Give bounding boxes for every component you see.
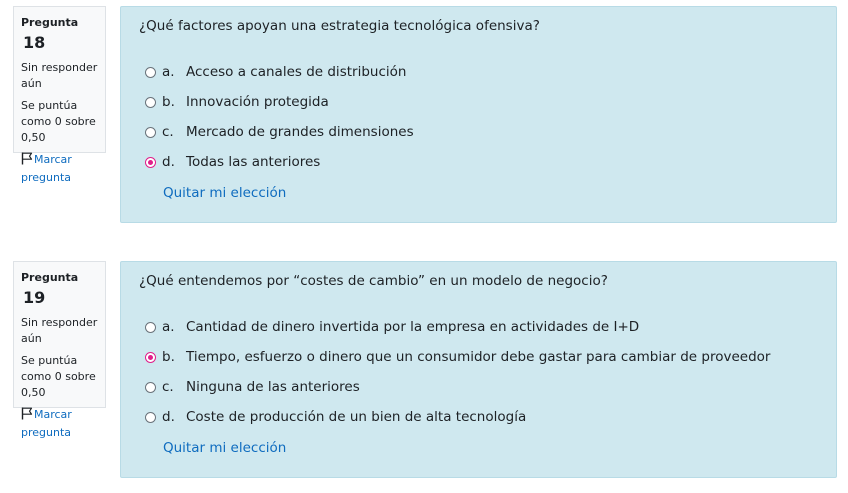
answer-letter: b. (162, 349, 175, 365)
flag-label: Marcar pregunta (21, 408, 72, 439)
radio-icon[interactable] (145, 127, 156, 138)
flag-icon (21, 407, 33, 425)
question-title (21, 268, 98, 310)
flag-question-link[interactable] (21, 407, 98, 441)
answer-letter: a. (162, 319, 175, 335)
question-text: ¿Qué entendemos por “costes de cambio” en un modelo de negocio? (139, 273, 608, 289)
answer-letter: b. (162, 94, 175, 110)
answer-text: Coste de producción de un bien de alta tecnología (186, 409, 527, 425)
question-info (13, 261, 106, 439)
question-content (120, 261, 837, 478)
radio-icon[interactable] (145, 382, 156, 393)
answer-letter: a. (162, 64, 175, 80)
answer-letter: d. (162, 409, 175, 425)
radio-icon[interactable] (145, 322, 156, 333)
answer-letter: c. (162, 124, 174, 140)
question-state: Sin responder aún (21, 316, 98, 345)
question-info (13, 6, 106, 184)
question-grade: Se puntúa como 0 sobre 0,50 (21, 354, 96, 399)
answer-text: Todas las anteriores (186, 154, 321, 170)
clear-choice-link[interactable]: Quitar mi elección (163, 185, 287, 201)
radio-icon[interactable] (145, 412, 156, 423)
flag-icon (21, 152, 33, 170)
answer-text: Acceso a canales de distribución (186, 64, 407, 80)
answer-text: Innovación protegida (186, 94, 329, 110)
answer-text: Mercado de grandes dimensiones (186, 124, 414, 140)
answer-text: Ninguna de las anteriores (186, 379, 360, 395)
flag-question-link[interactable] (21, 152, 98, 186)
answer-text: Tiempo, esfuerzo o dinero que un consumidor debe gastar para cambiar de proveedor (186, 349, 771, 365)
question-number: 19 (23, 288, 46, 307)
clear-choice-link[interactable]: Quitar mi elección (163, 440, 287, 456)
flag-label: Marcar pregunta (21, 153, 72, 184)
radio-icon[interactable] (145, 157, 156, 168)
answer-letter: d. (162, 154, 175, 170)
question-label: Pregunta (21, 271, 79, 284)
question-title (21, 13, 98, 55)
radio-icon[interactable] (145, 97, 156, 108)
question-number: 18 (23, 33, 46, 52)
question-content (120, 6, 837, 223)
question-state: Sin responder aún (21, 61, 98, 90)
radio-icon[interactable] (145, 352, 156, 363)
answer-letter: c. (162, 379, 174, 395)
question-grade: Se puntúa como 0 sobre 0,50 (21, 99, 96, 144)
question-label: Pregunta (21, 16, 79, 29)
question-text: ¿Qué factores apoyan una estrategia tecnológica ofensiva? (139, 18, 540, 34)
answer-text: Cantidad de dinero invertida por la empresa en actividades de I+D (186, 319, 640, 335)
radio-icon[interactable] (145, 67, 156, 78)
